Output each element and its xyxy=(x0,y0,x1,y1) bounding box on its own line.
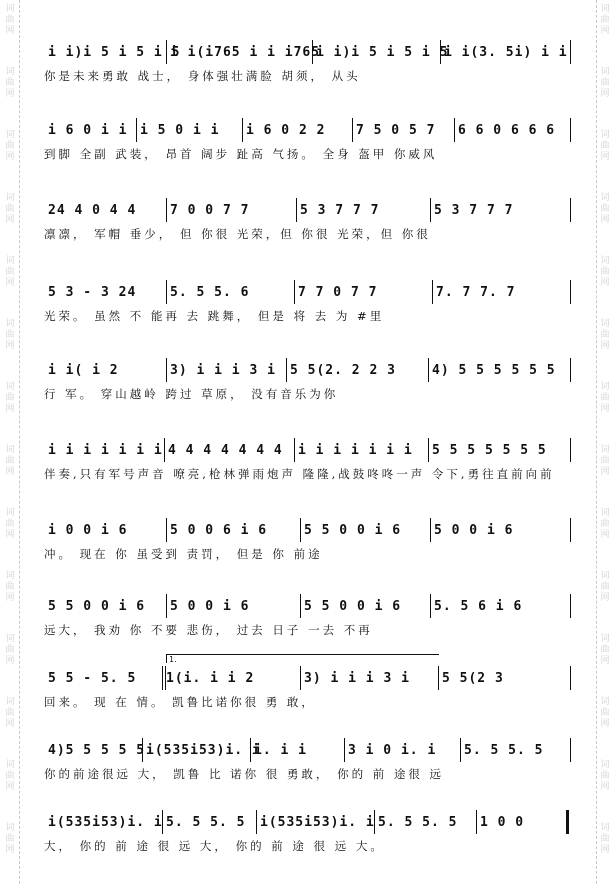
barline xyxy=(570,198,571,222)
measure: i 6 0 2 2 xyxy=(246,122,326,138)
volta-bracket: 1. xyxy=(166,654,439,663)
measure: 1 0 0 xyxy=(480,814,525,830)
barline xyxy=(430,518,431,542)
barline xyxy=(454,118,455,142)
barline xyxy=(294,438,295,462)
measure: i i(3. 5i) i i xyxy=(444,44,568,60)
lyric-line: 你是未来勇敢 战士， 身体强壮满脸 胡须， 从头 xyxy=(44,69,361,83)
barline xyxy=(476,810,477,834)
barline xyxy=(570,738,571,762)
measure: 5 5(2. 2 2 3 xyxy=(290,362,396,378)
measure: 3) i i i 3 i xyxy=(170,362,276,378)
watermark-text: 词 曲 网 xyxy=(5,508,15,540)
barline xyxy=(166,280,167,304)
measure: i 0 0 i 6 xyxy=(48,522,128,538)
notation-row xyxy=(44,594,570,618)
barline xyxy=(570,280,571,304)
barline xyxy=(250,738,251,762)
score-system xyxy=(44,506,570,566)
measure: 3 i 0 i. i xyxy=(348,742,437,758)
lyric-line: 远大， 我劝 你 不要 悲伤， 过去 日子 一去 不再 xyxy=(44,623,373,637)
measure: 6 6 0 6 6 6 xyxy=(458,122,556,138)
measure: 5 0 0 i 6 xyxy=(170,598,250,614)
barline xyxy=(570,358,571,382)
notation-row xyxy=(44,738,570,762)
watermark-text: 词 曲 网 xyxy=(5,445,15,477)
measure: i i( i 2 xyxy=(48,362,119,378)
measure: i 6 0 i i xyxy=(48,122,128,138)
watermark-text: 词 曲 网 xyxy=(600,319,610,351)
left-margin-guide xyxy=(19,0,20,884)
measure: i i)i 5 i 5 i 5 xyxy=(48,44,181,60)
notation-row xyxy=(44,666,570,690)
barline xyxy=(570,666,571,690)
watermark-text: 词 曲 网 xyxy=(5,697,15,729)
watermark-text: 词 曲 网 xyxy=(600,697,610,729)
barline xyxy=(164,438,165,462)
barline xyxy=(166,518,167,542)
notation-row xyxy=(44,40,570,64)
watermark-text: 词 曲 网 xyxy=(600,634,610,666)
barline xyxy=(438,666,439,690)
watermark-text: 词 曲 网 xyxy=(5,4,15,36)
barline xyxy=(428,438,429,462)
barline xyxy=(166,594,167,618)
barline xyxy=(300,518,301,542)
barline xyxy=(296,198,297,222)
measure: 5 0 0 6 i 6 xyxy=(170,522,268,538)
measure: 7 5 0 5 7 xyxy=(356,122,436,138)
notation-row xyxy=(44,358,570,382)
watermark-text: 词 曲 网 xyxy=(5,634,15,666)
barline xyxy=(432,280,433,304)
barline xyxy=(430,594,431,618)
notation-row xyxy=(44,118,570,142)
barline xyxy=(242,118,243,142)
measure: 5 5 0 0 i 6 xyxy=(304,522,402,538)
measure: 5. 5 5. 6 xyxy=(170,284,250,300)
barline xyxy=(300,594,301,618)
score-system xyxy=(44,582,570,642)
watermark-text: 词 曲 网 xyxy=(5,130,15,162)
measure: 5 5 0 0 i 6 xyxy=(304,598,402,614)
watermark-text: 词 曲 网 xyxy=(600,4,610,36)
barline xyxy=(570,40,571,64)
lyric-line: 光荣。 虽然 不 能再 去 跳舞， 但是 将 去 为 #里 xyxy=(44,309,385,323)
lyric-line: 行 军。 穿山越岭 跨过 草原， 没有音乐为你 xyxy=(44,387,339,401)
notation-row xyxy=(44,198,570,222)
watermark-text: 词 曲 网 xyxy=(600,760,610,792)
watermark-text: 词 曲 网 xyxy=(600,67,610,99)
barline xyxy=(162,810,163,834)
measure: 7. 7 7. 7 xyxy=(436,284,516,300)
watermark-text: 词 曲 网 xyxy=(5,193,15,225)
measure: 5. 5 5. 5 xyxy=(464,742,544,758)
barline xyxy=(256,810,257,834)
watermark-text: 词 曲 网 xyxy=(5,67,15,99)
barline xyxy=(142,738,143,762)
lyric-line: 到脚 全副 武装， 昂首 阔步 趾高 气扬。 全身 盔甲 你威风 xyxy=(44,147,438,161)
barline xyxy=(162,666,163,690)
notation-row xyxy=(44,518,570,542)
score-system xyxy=(44,726,570,786)
measure: i i(i765 i i i765 xyxy=(170,44,321,60)
measure: 5 5(2 3 xyxy=(442,670,504,686)
score-system xyxy=(44,798,570,858)
barline xyxy=(570,438,571,462)
barline xyxy=(460,738,461,762)
watermark-text: 词 曲 网 xyxy=(600,382,610,414)
watermark-text: 词 曲 网 xyxy=(600,130,610,162)
barline xyxy=(312,40,313,64)
measure: i i i i i i i xyxy=(298,442,413,458)
measure: 5 0 0 i 6 xyxy=(434,522,514,538)
watermark-text: 词 曲 网 xyxy=(600,445,610,477)
lyric-line: 你的前途很远 大， 凯鲁 比 诺你 很 勇敢， 你的 前 途很 远 xyxy=(44,767,445,781)
barline xyxy=(294,280,295,304)
measure: i i)i 5 i 5 i 5 xyxy=(316,44,449,60)
barline xyxy=(570,594,571,618)
notation-row xyxy=(44,280,570,304)
score-system xyxy=(44,106,570,166)
measure: 5. 5 5. 5 xyxy=(166,814,246,830)
measure: i. i i xyxy=(254,742,307,758)
measure: 3) i i i 3 i xyxy=(304,670,410,686)
measure: i(535i53)i. i xyxy=(48,814,163,830)
measure: 4)5 5 5 5 5 xyxy=(48,742,146,758)
measure: i 5 0 i i xyxy=(140,122,220,138)
watermark-text: 词 曲 网 xyxy=(5,256,15,288)
watermark-text: 词 曲 网 xyxy=(5,571,15,603)
barline xyxy=(166,40,167,64)
measure: i(535i53)i. i xyxy=(146,742,261,758)
barline xyxy=(344,738,345,762)
lyric-line: 凛凛， 军帽 垂少， 但 你很 光荣，但 你很 光荣，但 你很 xyxy=(44,227,431,241)
barline xyxy=(300,666,301,690)
measure: 5 3 7 7 7 xyxy=(300,202,380,218)
notation-row xyxy=(44,810,570,834)
watermark-text: 词 曲 网 xyxy=(600,571,610,603)
watermark-text: 词 曲 网 xyxy=(5,382,15,414)
measure: 1(i. i i 2 xyxy=(166,670,255,686)
barline xyxy=(166,198,167,222)
watermark-text: 词 曲 网 xyxy=(5,823,15,855)
lyric-line: 大， 你的 前 途 很 远 大， 你的 前 途 很 远 大。 xyxy=(44,839,385,853)
watermark-text: 词 曲 网 xyxy=(600,256,610,288)
measure: 5. 5 5. 5 xyxy=(378,814,458,830)
lyric-line: 伴奏,只有军号声音 嘹亮,枪林弹雨炮声 隆隆,战鼓咚咚一声 令下,勇往直前向前 xyxy=(44,467,555,481)
measure: 4 4 4 4 4 4 4 xyxy=(168,442,283,458)
barline xyxy=(428,358,429,382)
barline xyxy=(374,810,375,834)
score-system xyxy=(44,28,570,88)
measure: 7 0 0 7 7 xyxy=(170,202,250,218)
lyric-line: 回来。 现 在 情。 凯鲁比诺你很 勇 敢， xyxy=(44,695,316,709)
barline xyxy=(430,198,431,222)
watermark-text: 词 曲 网 xyxy=(5,319,15,351)
measure: 5 5 5 5 5 5 5 xyxy=(432,442,547,458)
watermark-text: 词 曲 网 xyxy=(600,508,610,540)
notation-row xyxy=(44,438,570,462)
watermark-text: 词 曲 网 xyxy=(600,193,610,225)
barline xyxy=(566,810,569,834)
measure: 5 5 0 0 i 6 xyxy=(48,598,146,614)
barline xyxy=(166,358,167,382)
measure: 5 3 7 7 7 xyxy=(434,202,514,218)
barline xyxy=(136,118,137,142)
measure: 5. 5 6 i 6 xyxy=(434,598,523,614)
measure: 7 7 0 7 7 xyxy=(298,284,378,300)
watermark-text: 词 曲 网 xyxy=(600,823,610,855)
lyric-line: 冲。 现在 你 虽受到 责罚， 但是 你 前途 xyxy=(44,547,323,561)
measure: i i i i i i i xyxy=(48,442,163,458)
score-system xyxy=(44,268,570,328)
measure: 5 3 - 3 24 xyxy=(48,284,137,300)
measure: 5 5 - 5. 5 xyxy=(48,670,137,686)
score-system xyxy=(44,426,570,486)
score-system xyxy=(44,654,570,714)
barline xyxy=(570,118,571,142)
score-system xyxy=(44,346,570,406)
watermark-text: 词 曲 网 xyxy=(5,760,15,792)
barline xyxy=(286,358,287,382)
score-system xyxy=(44,186,570,246)
barline xyxy=(352,118,353,142)
measure: 4) 5 5 5 5 5 5 xyxy=(432,362,556,378)
barline xyxy=(570,518,571,542)
measure: i(535i53)i. i xyxy=(260,814,375,830)
barline xyxy=(440,40,441,64)
measure: 24 4 0 4 4 xyxy=(48,202,137,218)
